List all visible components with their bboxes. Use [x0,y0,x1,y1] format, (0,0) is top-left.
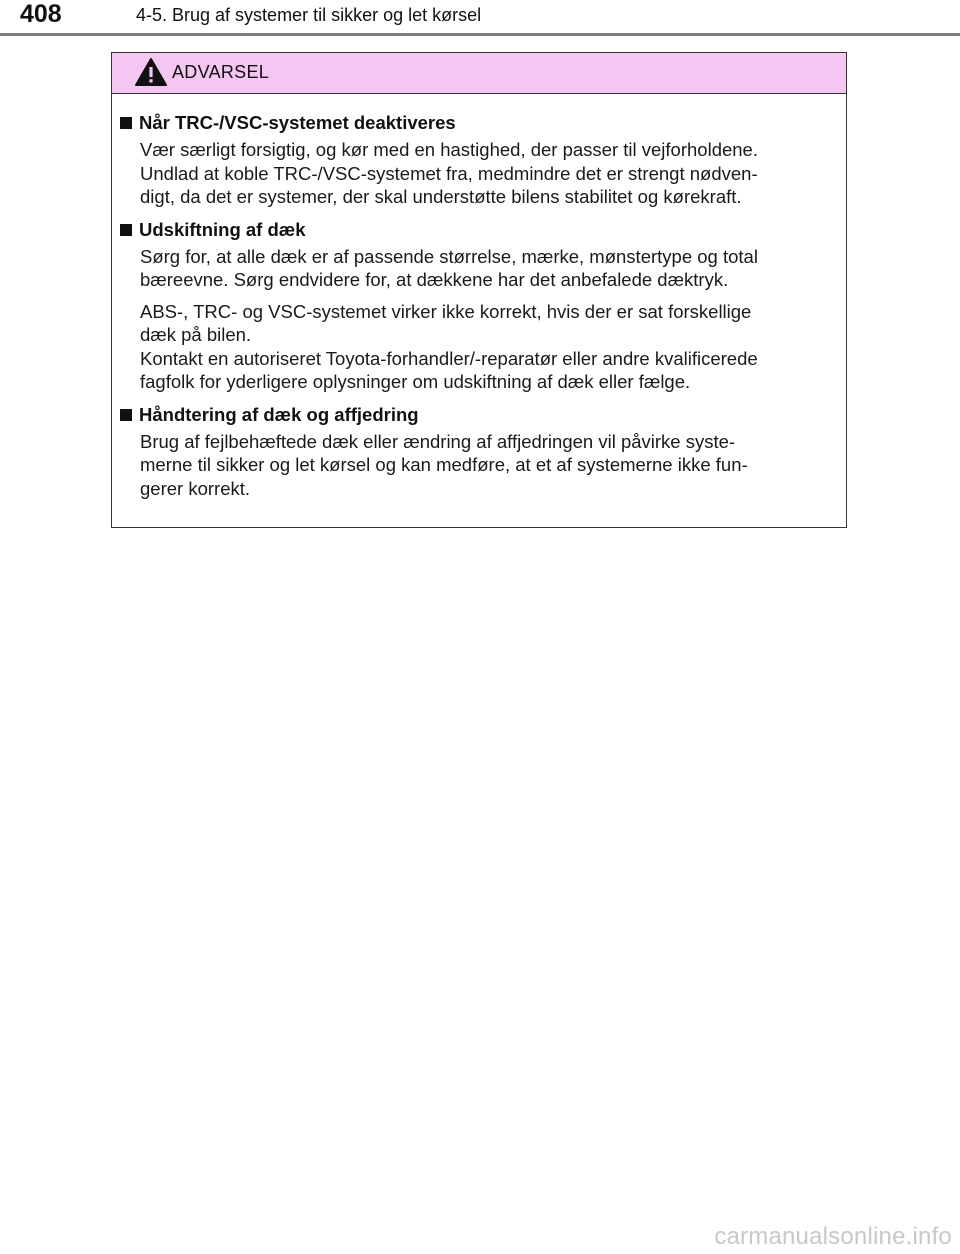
item-heading [120,110,830,136]
warning-item-trc-vsc [120,110,830,209]
section-title: 4-5. Brug af systemer til sikker og let kørsel [136,5,482,25]
watermark: carmanualsonline.info [714,1223,952,1250]
text-line: Sørg for, at alle dæk er af passende størrelse, mærke, mønstertype og total [140,245,758,267]
text-line: gerer korrekt. [140,477,251,499]
header-divider [0,33,960,36]
text-line: ABS-, TRC- og VSC-systemet virker ikke korrekt, hvis der er sat forskellige [140,300,752,322]
item-heading-text: Håndtering af dæk og affjedring [139,403,419,425]
square-bullet-icon [120,117,132,129]
warning-box [111,52,847,528]
text-line: merne til sikker og let kørsel og kan medføre, at et af systemerne ikke fun- [140,454,748,475]
item-heading-text: Udskiftning af dæk [139,218,306,240]
text-line: dæk på bilen. [140,324,252,345]
paragraph [140,300,830,394]
text-line: fagfolk for yderligere oplysninger om udskiftning af dæk eller fælge. [140,371,691,392]
warning-triangle-icon [134,57,168,87]
text-line: Brug af fejlbehæftede dæk eller ændring af affjedringen vil påvirke syste- [140,430,736,452]
text-line: Vær særligt forsigtig, og kør med en hastighed, der passer til vejforholdene. [140,139,758,160]
warning-label: ADVARSEL [172,62,270,82]
warning-header [112,53,846,94]
item-heading [120,217,830,243]
warning-body [112,94,846,500]
square-bullet-icon [120,224,132,236]
text-line: Undlad at koble TRC-/VSC-systemet fra, medmindre det er strengt nødven- [140,162,758,184]
text-line: Kontakt en autoriseret Toyota-forhandler/-reparatør eller andre kvalificerede [140,347,758,369]
paragraph [140,245,830,292]
text-line: digt, da det er systemer, der skal understøtte bilens stabilitet og kørekraft. [140,186,742,207]
warning-item-tire-suspension [120,402,830,501]
paragraph [140,138,830,209]
page-header [0,0,960,40]
item-heading [120,402,830,428]
text-line: bæreevne. Sørg endvidere for, at dækkene har det anbefalede dæktryk. [140,269,729,290]
page-number: 408 [20,0,62,28]
item-heading-text: Når TRC-/VSC-systemet deaktiveres [139,112,456,133]
paragraph [140,430,830,501]
warning-item-tire-replacement [120,217,830,394]
square-bullet-icon [120,409,132,421]
